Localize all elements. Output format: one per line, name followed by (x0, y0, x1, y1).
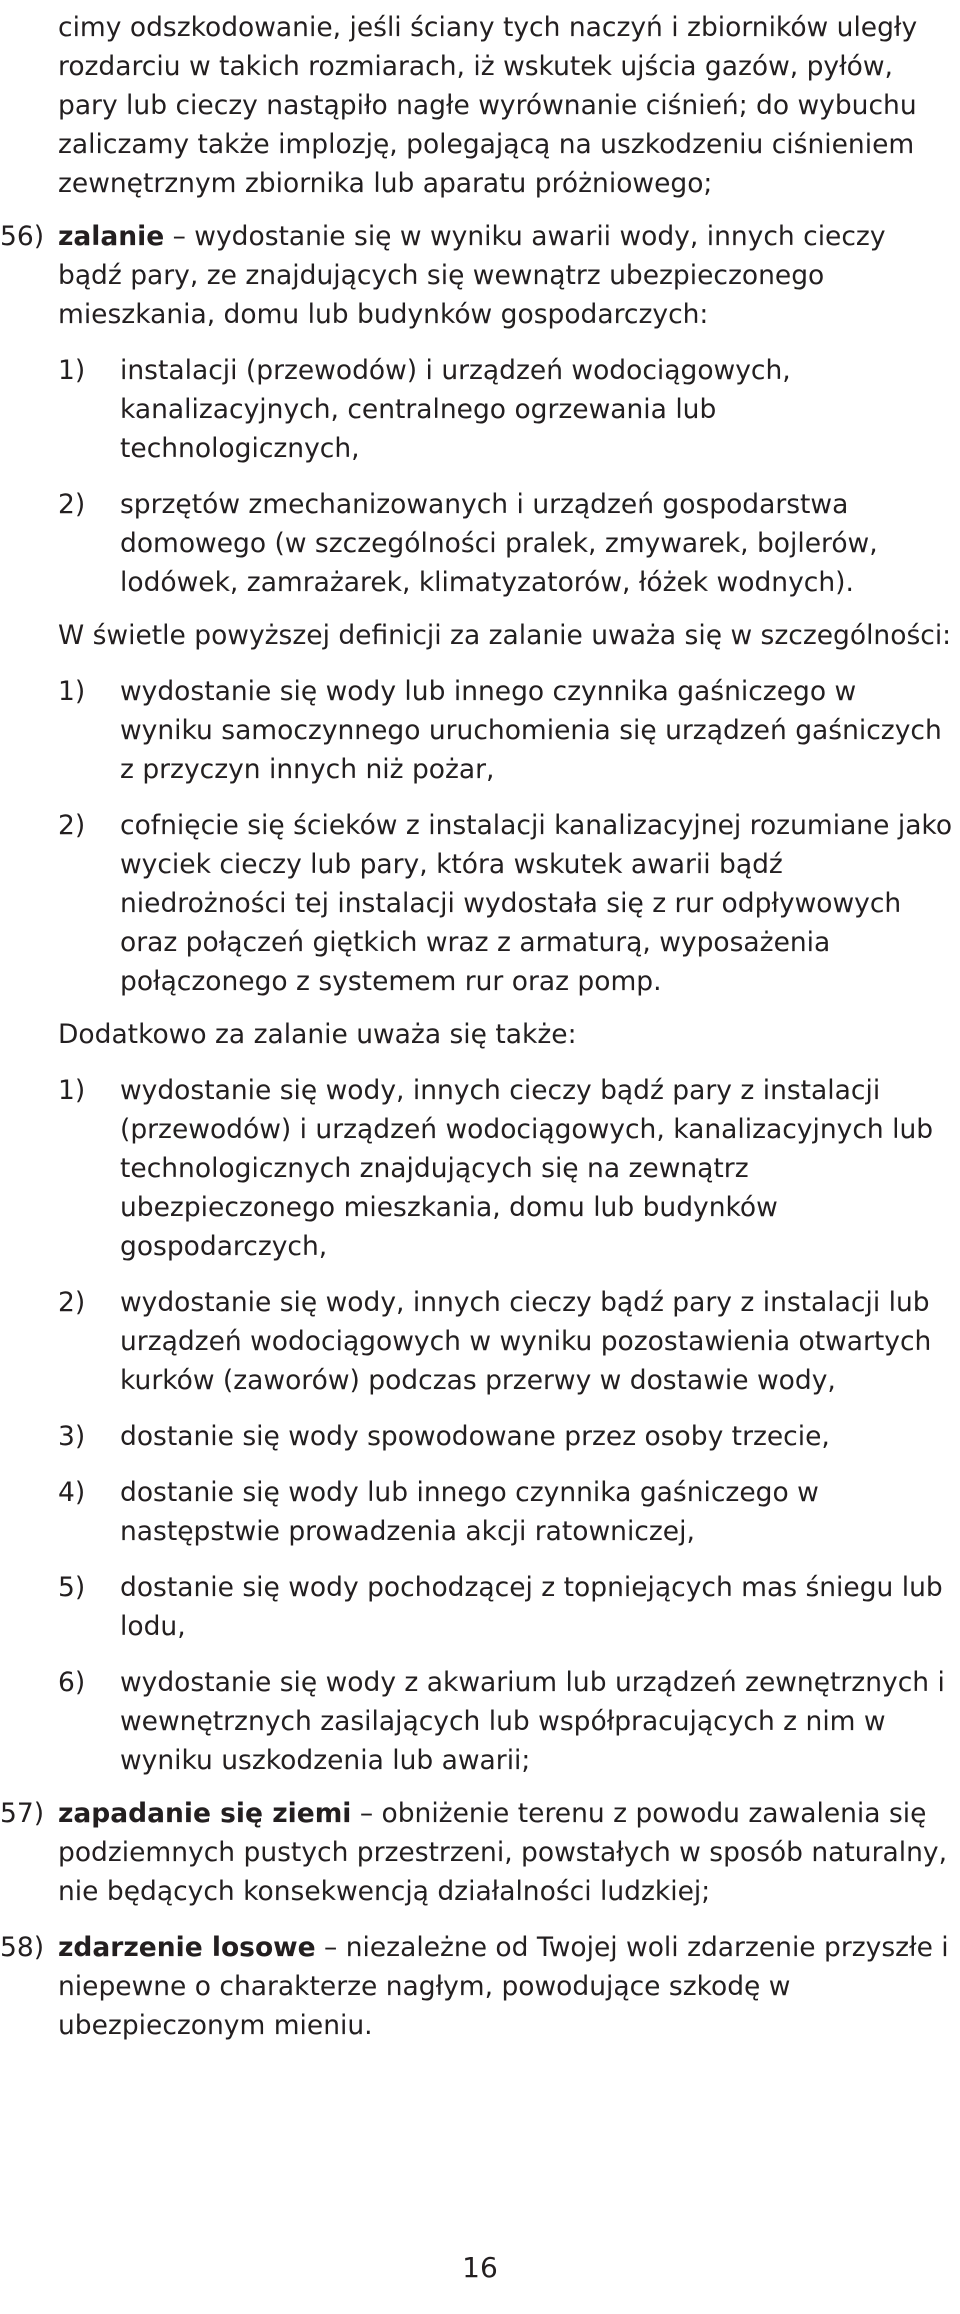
definition-term: zapadanie się ziemi (58, 1798, 352, 1829)
definition-number: 57) (0, 1798, 45, 1829)
list-item: 1) instalacji (przewodów) i urządzeń wodociągowych, kanalizacyjnych, centralnego ogrzewania lub technologicznych, (58, 355, 791, 464)
definition-number: 58) (0, 1932, 45, 1963)
list-item: 5) dostanie się wody pochodzącej z topniejących mas śniegu lub lodu, (58, 1572, 943, 1642)
definition-57 (0, 1794, 953, 1911)
definition-58 (0, 1928, 953, 2045)
list-item: 1) wydostanie się wody, innych cieczy bądź pary z instalacji (przewodów) i urządzeń wodociągowych, kanalizacyjnych lub technologicznych znajdujących się na zewnątrz ubezpieczonego mieszkania, domu lub budynków gospodarczych, (58, 1075, 934, 1262)
list-item: 3) dostanie się wody spowodowane przez osoby trzecie, (58, 1421, 830, 1452)
definition-text: – wydostanie się w wyniku awarii wody, innych cieczy bądź pary, ze znajdujących się wewnątrz ubezpieczonego mieszkania, domu lub budynków gospodarczych: (58, 221, 886, 330)
definition-56 (0, 217, 953, 334)
list-item: 4) dostanie się wody lub innego czynnika gaśniczego w następstwie prowadzenia akcji ratowniczej, (58, 1477, 819, 1547)
definition-term: zalanie (58, 221, 165, 252)
intro-paragraph: cimy odszkodowanie, jeśli ściany tych naczyń i zbiorników uległy rozdarciu w takich rozmiarach, iż wskutek ujścia gazów, pyłów, pary lub cieczy nastąpiło nagłe wyrównanie ciśnień; do wybuchu zaliczamy także implozję, polegającą na uszkodzeniu ciśnieniem zewnętrznym zbiornika lub aparatu próżniowego; (58, 12, 918, 199)
list-item: 2) wydostanie się wody, innych cieczy bądź pary z instalacji lub urządzeń wodociągowych w wyniku pozostawienia otwartych kurków (zaworów) podczas przerwy w dostawie wody, (58, 1287, 932, 1396)
page-number: 16 (462, 2251, 498, 2284)
list-item: 2) sprzętów zmechanizowanych i urządzeń gospodarstwa domowego (w szczególności pralek, zmywarek, bojlerów, lodówek, zamrażarek, klimatyzatorów, łóżek wodnych). (58, 489, 878, 598)
paragraph: W świetle powyższej definicji za zalanie uważa się w szczególności: (58, 620, 952, 651)
list-item: 2) cofnięcie się ścieków z instalacji kanalizacyjnej rozumiane jako wyciek cieczy lub pary, która wskutek awarii bądź niedrożności tej instalacji wydostała się z rur odpływowych oraz połączeń giętkich wraz z armaturą, wyposażenia połączonego z systemem rur oraz pomp. (58, 810, 953, 997)
definition-term: zdarzenie losowe (58, 1932, 316, 1963)
paragraph: Dodatkowo za zalanie uważa się także: (58, 1019, 577, 1050)
definition-number: 56) (0, 221, 45, 252)
list-item: 6) wydostanie się wody z akwarium lub urządzeń zewnętrznych i wewnętrznych zasilających lub współpracujących z nim w wyniku uszkodzenia lub awarii; (58, 1667, 945, 1776)
list-item: 1) wydostanie się wody lub innego czynnika gaśniczego w wyniku samoczynnego uruchomienia się urządzeń gaśniczych z przyczyn innych niż pożar, (58, 676, 942, 785)
body-text (0, 8, 953, 2045)
definition-text: – obniżenie terenu z powodu zawalenia się podziemnych pustych przestrzeni, powstałych w sposób naturalny, nie będących konsekwencją działalności ludzkiej; (58, 1798, 948, 1907)
definition-text: – niezależne od Twojej woli zdarzenie przyszłe i niepewne o charakterze nagłym, powodujące szkodę w ubezpieczonym mieniu. (58, 1932, 949, 2041)
